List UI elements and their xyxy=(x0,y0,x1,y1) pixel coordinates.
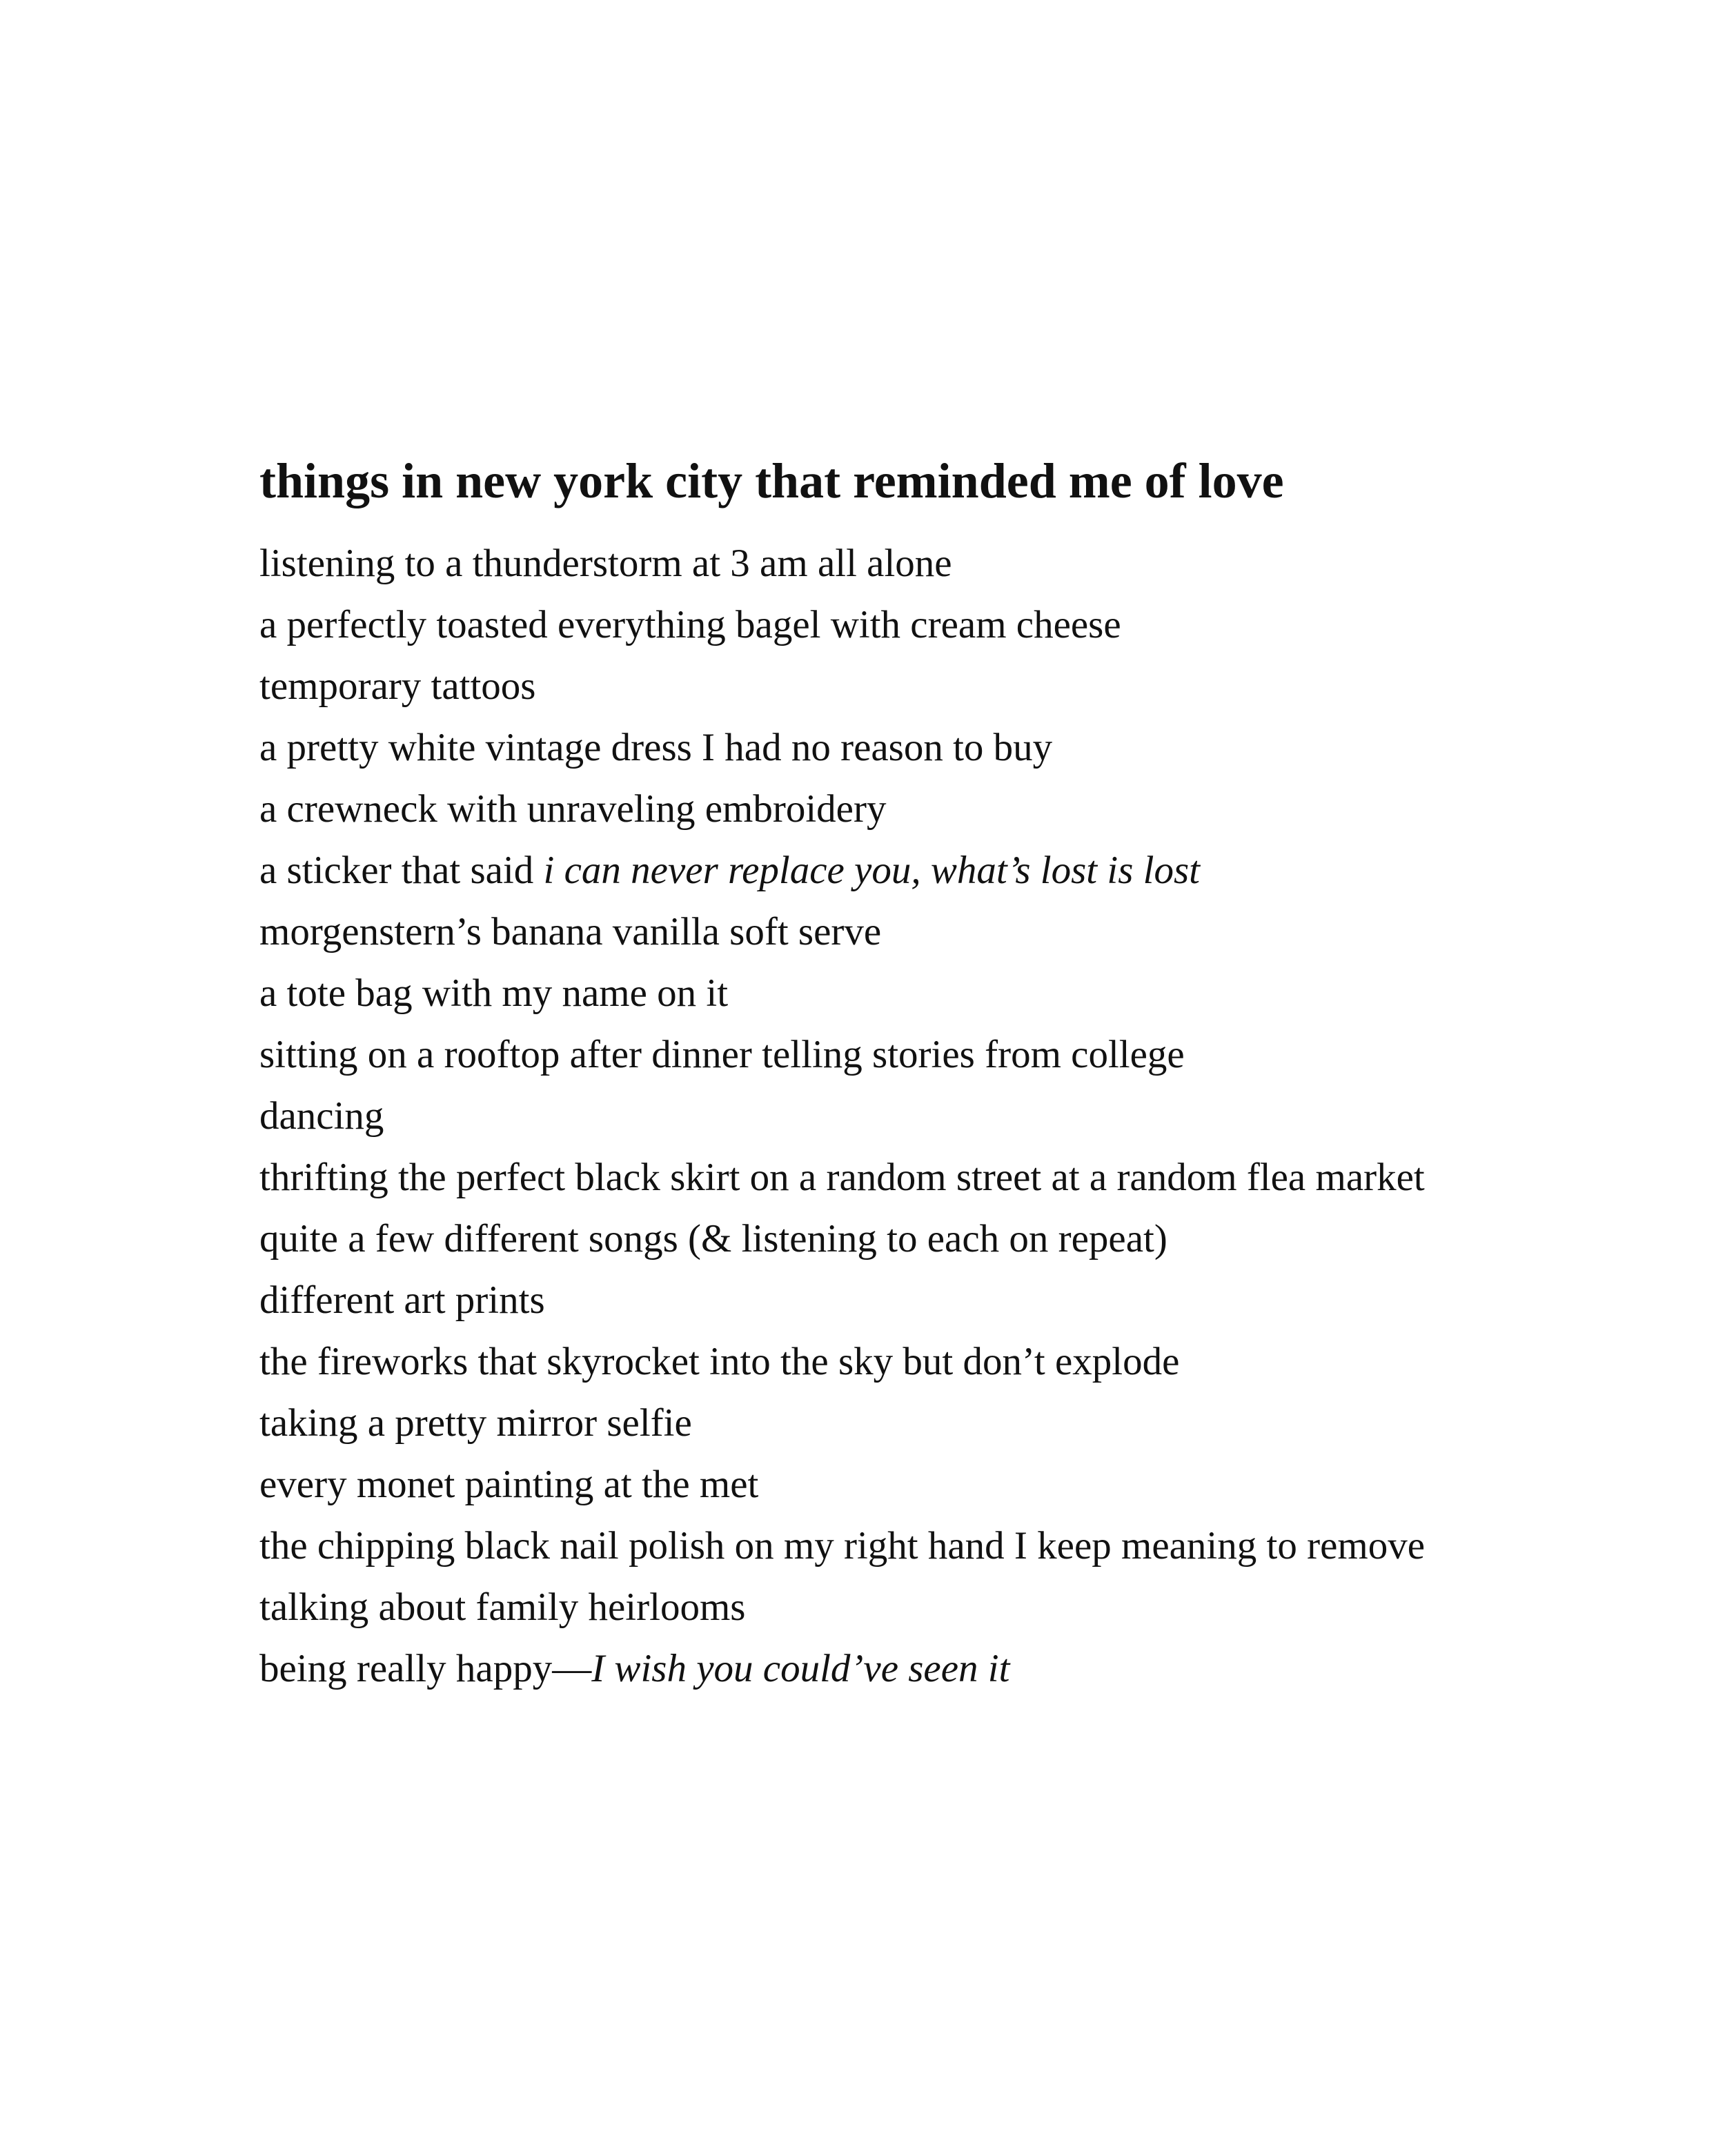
poem-line xyxy=(259,1024,1570,1085)
poem-line-text: sitting on a rooftop after dinner telling stories from college xyxy=(259,1033,1185,1076)
poem-line-text: morgenstern’s banana vanilla soft serve xyxy=(259,910,882,953)
poem-line xyxy=(259,533,1570,594)
poem xyxy=(259,450,1570,1699)
poem-title: things in new york city that reminded me of love xyxy=(259,453,1284,508)
poem-line-text: quite a few different songs (& listening to each on repeat) xyxy=(259,1217,1167,1260)
poem-line-text: a perfectly toasted everything bagel with cream cheese xyxy=(259,603,1121,646)
poem-line xyxy=(259,1085,1570,1147)
poem-line-text: a tote bag with my name on it xyxy=(259,971,729,1015)
poem-line-text: dancing xyxy=(259,1094,384,1138)
poem-line-italic-text: I wish you could’ve seen it xyxy=(591,1647,1010,1690)
poem-line-text: listening to a thunderstorm at 3 am all alone xyxy=(259,542,952,585)
poem-line xyxy=(259,1515,1570,1576)
poem-line xyxy=(259,901,1570,962)
poem-line-text: thrifting the perfect black skirt on a random street at a random flea market xyxy=(259,1156,1425,1199)
poem-line-text: the chipping black nail polish on my right hand I keep meaning to remove xyxy=(259,1524,1426,1567)
poem-line xyxy=(259,1454,1570,1515)
poem-line xyxy=(259,1208,1570,1269)
poem-line-text: talking about family heirlooms xyxy=(259,1585,746,1629)
poem-line-text: being really happy— xyxy=(259,1647,592,1690)
poem-lines xyxy=(259,533,1570,1699)
poem-line xyxy=(259,1638,1570,1699)
poem-line xyxy=(259,594,1570,655)
poem-line xyxy=(259,717,1570,778)
poem-line-text: taking a pretty mirror selfie xyxy=(259,1401,692,1445)
poem-line xyxy=(259,962,1570,1024)
poem-line xyxy=(259,1331,1570,1392)
poem-line xyxy=(259,1392,1570,1454)
poem-line-text: different art prints xyxy=(259,1278,545,1322)
poem-line-text: temporary tattoos xyxy=(259,664,536,708)
poem-line-italic-text: i can never replace you, what’s lost is lost xyxy=(543,849,1200,892)
poem-line-text: a sticker that said xyxy=(259,849,544,892)
poem-line xyxy=(259,1269,1570,1331)
poem-line-text: every monet painting at the met xyxy=(259,1463,759,1506)
poem-line-text: a crewneck with unraveling embroidery xyxy=(259,787,887,831)
poem-line xyxy=(259,1147,1570,1208)
poem-line xyxy=(259,840,1570,901)
poem-line-text: a pretty white vintage dress I had no reason to buy xyxy=(259,726,1053,769)
poem-line xyxy=(259,1576,1570,1638)
poem-line xyxy=(259,655,1570,717)
poem-line xyxy=(259,778,1570,840)
poem-line-text: the fireworks that skyrocket into the sky but don’t explode xyxy=(259,1340,1180,1383)
